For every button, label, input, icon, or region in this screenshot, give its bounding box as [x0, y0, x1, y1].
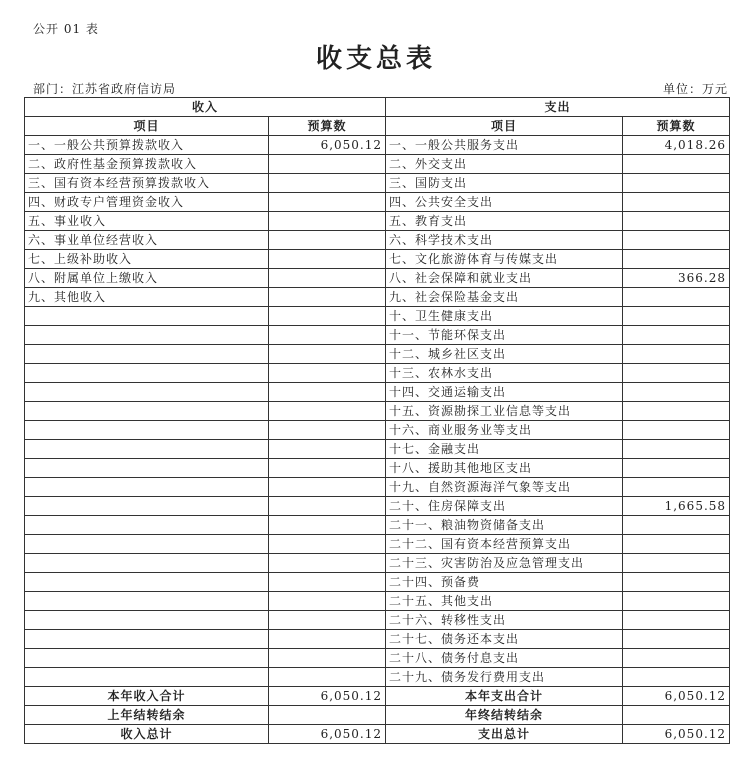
- income-amount-cell: [269, 364, 386, 383]
- expense-item-cell: 二十四、预备费: [386, 573, 623, 592]
- income-amount-cell: [269, 155, 386, 174]
- income-item-cell: [25, 535, 269, 554]
- table-row: [25, 326, 730, 345]
- expense-item-cell: 二十六、转移性支出: [386, 611, 623, 630]
- expense-item-cell: 二十七、债务还本支出: [386, 630, 623, 649]
- income-amount-cell: [269, 269, 386, 288]
- table-row: [25, 193, 730, 212]
- income-item-cell: [25, 383, 269, 402]
- unit-label: 单位：万元: [662, 82, 728, 96]
- income-summary-amount: [269, 706, 386, 725]
- income-item-cell: [25, 345, 269, 364]
- table-row: [25, 155, 730, 174]
- income-item-cell: [25, 668, 269, 687]
- table-row: [25, 630, 730, 649]
- expense-amount-cell: 1,665.58: [623, 497, 730, 516]
- income-item-cell: [25, 421, 269, 440]
- expense-amount-cell: [623, 554, 730, 573]
- expense-amount-cell: [623, 155, 730, 174]
- income-amount-cell: [269, 630, 386, 649]
- expense-amount-cell: [623, 459, 730, 478]
- expense-section-header: 支出: [386, 98, 730, 117]
- expense-amount-cell: 4,018.26: [623, 136, 730, 155]
- income-amount-cell: [269, 345, 386, 364]
- table-row: [25, 535, 730, 554]
- expense-amount-cell: [623, 326, 730, 345]
- table-row: [25, 174, 730, 193]
- expense-item-cell: 十六、商业服务业等支出: [386, 421, 623, 440]
- table-row: [25, 516, 730, 535]
- income-item-cell: [25, 364, 269, 383]
- income-amount-cell: [269, 478, 386, 497]
- expense-item-cell: 二十一、粮油物资储备支出: [386, 516, 623, 535]
- expense-item-cell: 二十五、其他支出: [386, 592, 623, 611]
- table-row: [25, 383, 730, 402]
- expense-item-cell: 十四、交通运输支出: [386, 383, 623, 402]
- expense-amount-cell: [623, 573, 730, 592]
- income-amount-cell: [269, 440, 386, 459]
- expense-amount-cell: [623, 478, 730, 497]
- expense-summary-label: 本年支出合计: [386, 687, 623, 706]
- table-row: [25, 573, 730, 592]
- income-item-cell: [25, 611, 269, 630]
- expense-item-cell: 二十二、国有资本经营预算支出: [386, 535, 623, 554]
- expense-summary-label: 年终结转结余: [386, 706, 623, 725]
- summary-row: [25, 706, 730, 725]
- expense-amount-cell: [623, 383, 730, 402]
- expense-amount-cell: [623, 193, 730, 212]
- income-item-cell: [25, 630, 269, 649]
- expense-amount-cell: [623, 611, 730, 630]
- expense-item-cell: 十一、节能环保支出: [386, 326, 623, 345]
- table-row: [25, 212, 730, 231]
- table-row: [25, 231, 730, 250]
- table-row: [25, 459, 730, 478]
- table-row: [25, 345, 730, 364]
- expense-item-cell: 二十三、灾害防治及应急管理支出: [386, 554, 623, 573]
- table-row: [25, 497, 730, 516]
- income-amount-cell: 6,050.12: [269, 136, 386, 155]
- expense-item-cell: 六、科学技术支出: [386, 231, 623, 250]
- table-row: [25, 402, 730, 421]
- table-body: [25, 136, 730, 687]
- table-row: [25, 668, 730, 687]
- expense-amount-cell: [623, 345, 730, 364]
- income-amount-cell: [269, 497, 386, 516]
- income-amount-cell: [269, 649, 386, 668]
- income-amount-cell: [269, 231, 386, 250]
- summary-row: [25, 725, 730, 744]
- expense-amount-cell: 366.28: [623, 269, 730, 288]
- column-header-row: [25, 117, 730, 136]
- expense-item-cell: 五、教育支出: [386, 212, 623, 231]
- expense-summary-amount: [623, 706, 730, 725]
- income-budget-header: 预算数: [269, 117, 386, 136]
- income-item-cell: [25, 649, 269, 668]
- budget-table: [24, 97, 730, 744]
- income-item-cell: 二、政府性基金预算拨款收入: [25, 155, 269, 174]
- income-summary-label: 上年结转结余: [25, 706, 269, 725]
- income-amount-cell: [269, 307, 386, 326]
- income-item-cell: [25, 478, 269, 497]
- income-amount-cell: [269, 250, 386, 269]
- expense-amount-cell: [623, 535, 730, 554]
- income-item-cell: [25, 497, 269, 516]
- summary-row: [25, 687, 730, 706]
- expense-item-cell: 十、卫生健康支出: [386, 307, 623, 326]
- expense-item-cell: 八、社会保障和就业支出: [386, 269, 623, 288]
- expense-item-cell: 二十八、债务付息支出: [386, 649, 623, 668]
- expense-amount-cell: [623, 421, 730, 440]
- expense-amount-cell: [623, 668, 730, 687]
- expense-item-cell: 十三、农林水支出: [386, 364, 623, 383]
- expense-item-cell: 十九、自然资源海洋气象等支出: [386, 478, 623, 497]
- expense-summary-amount: 6,050.12: [623, 687, 730, 706]
- income-item-cell: 七、上级补助收入: [25, 250, 269, 269]
- expense-amount-cell: [623, 212, 730, 231]
- expense-item-cell: 一、一般公共服务支出: [386, 136, 623, 155]
- table-row: [25, 269, 730, 288]
- income-amount-cell: [269, 573, 386, 592]
- expense-amount-cell: [623, 649, 730, 668]
- expense-item-cell: 十八、援助其他地区支出: [386, 459, 623, 478]
- table-row: [25, 554, 730, 573]
- income-amount-cell: [269, 535, 386, 554]
- department-label: 部门：江苏省政府信访局: [33, 82, 177, 96]
- expense-item-cell: 四、公共安全支出: [386, 193, 623, 212]
- income-item-cell: [25, 326, 269, 345]
- expense-summary-amount: 6,050.12: [623, 725, 730, 744]
- income-summary-amount: 6,050.12: [269, 687, 386, 706]
- income-item-cell: [25, 402, 269, 421]
- income-amount-cell: [269, 193, 386, 212]
- table-row: [25, 478, 730, 497]
- table-row: [25, 288, 730, 307]
- section-header-row: [25, 98, 730, 117]
- table-row: [25, 611, 730, 630]
- expense-item-cell: 十五、资源勘探工业信息等支出: [386, 402, 623, 421]
- income-item-cell: 一、一般公共预算拨款收入: [25, 136, 269, 155]
- income-item-cell: [25, 459, 269, 478]
- income-amount-cell: [269, 402, 386, 421]
- expense-amount-cell: [623, 307, 730, 326]
- table-row: [25, 421, 730, 440]
- table-row: [25, 307, 730, 326]
- income-amount-cell: [269, 288, 386, 307]
- expense-item-cell: 三、国防支出: [386, 174, 623, 193]
- income-item-cell: 五、事业收入: [25, 212, 269, 231]
- income-amount-cell: [269, 516, 386, 535]
- income-summary-label: 本年收入合计: [25, 687, 269, 706]
- income-amount-cell: [269, 611, 386, 630]
- income-item-cell: 九、其他收入: [25, 288, 269, 307]
- income-item-cell: [25, 440, 269, 459]
- summary-body: [25, 687, 730, 744]
- income-item-cell: 四、财政专户管理资金收入: [25, 193, 269, 212]
- expense-item-cell: 二十九、债务发行费用支出: [386, 668, 623, 687]
- income-item-cell: [25, 554, 269, 573]
- table-row: [25, 364, 730, 383]
- expense-amount-cell: [623, 288, 730, 307]
- income-item-cell: [25, 307, 269, 326]
- income-item-cell: [25, 516, 269, 535]
- income-item-cell: [25, 573, 269, 592]
- income-item-header: 项目: [25, 117, 269, 136]
- income-item-cell: 八、附属单位上缴收入: [25, 269, 269, 288]
- income-amount-cell: [269, 174, 386, 193]
- expense-item-cell: 二十、住房保障支出: [386, 497, 623, 516]
- income-section-header: 收入: [25, 98, 386, 117]
- income-amount-cell: [269, 668, 386, 687]
- income-amount-cell: [269, 459, 386, 478]
- expense-amount-cell: [623, 364, 730, 383]
- income-item-cell: 六、事业单位经营收入: [25, 231, 269, 250]
- table-row: [25, 649, 730, 668]
- expense-item-cell: 十二、城乡社区支出: [386, 345, 623, 364]
- expense-amount-cell: [623, 250, 730, 269]
- form-number: 公开 01 表: [33, 22, 99, 36]
- expense-item-cell: 十七、金融支出: [386, 440, 623, 459]
- income-summary-amount: 6,050.12: [269, 725, 386, 744]
- table-row: [25, 440, 730, 459]
- expense-amount-cell: [623, 630, 730, 649]
- income-summary-label: 收入总计: [25, 725, 269, 744]
- income-amount-cell: [269, 554, 386, 573]
- table-row: [25, 250, 730, 269]
- expense-budget-header: 预算数: [623, 117, 730, 136]
- expense-item-cell: 二、外交支出: [386, 155, 623, 174]
- expense-item-cell: 九、社会保险基金支出: [386, 288, 623, 307]
- expense-amount-cell: [623, 402, 730, 421]
- expense-item-header: 项目: [386, 117, 623, 136]
- income-item-cell: 三、国有资本经营预算拨款收入: [25, 174, 269, 193]
- table-row: [25, 592, 730, 611]
- table-row: [25, 136, 730, 155]
- income-item-cell: [25, 592, 269, 611]
- expense-amount-cell: [623, 440, 730, 459]
- expense-amount-cell: [623, 174, 730, 193]
- income-amount-cell: [269, 212, 386, 231]
- expense-item-cell: 七、文化旅游体育与传媒支出: [386, 250, 623, 269]
- page-title: 收支总表: [315, 44, 436, 74]
- expense-amount-cell: [623, 231, 730, 250]
- income-amount-cell: [269, 326, 386, 345]
- income-amount-cell: [269, 383, 386, 402]
- income-amount-cell: [269, 421, 386, 440]
- expense-amount-cell: [623, 516, 730, 535]
- expense-summary-label: 支出总计: [386, 725, 623, 744]
- income-amount-cell: [269, 592, 386, 611]
- expense-amount-cell: [623, 592, 730, 611]
